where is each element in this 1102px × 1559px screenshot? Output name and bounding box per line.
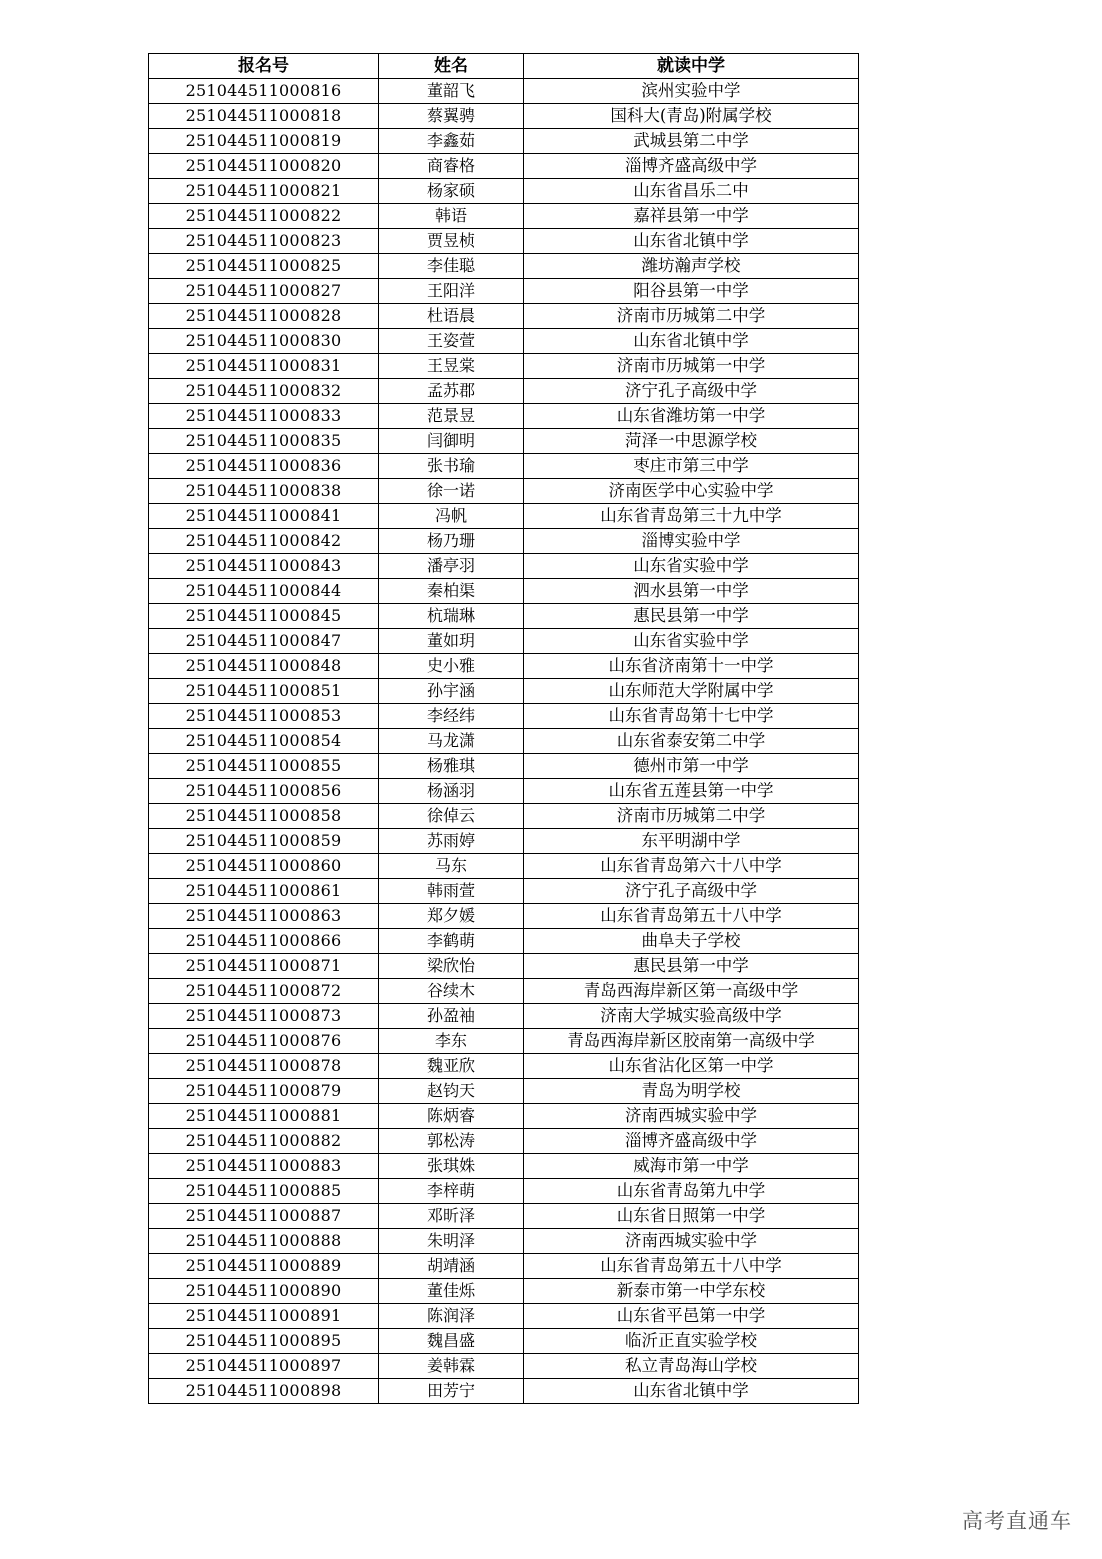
student-name-cell: 韩雨萱 [379, 879, 524, 904]
school-cell: 山东省青岛第五十八中学 [524, 1254, 859, 1279]
table-row [149, 404, 859, 429]
registration-number-cell: 251044511000863 [149, 904, 379, 929]
student-name-cell: 胡靖涵 [379, 1254, 524, 1279]
table-row [149, 204, 859, 229]
table-row [149, 1129, 859, 1154]
student-name-cell: 潘亭羽 [379, 554, 524, 579]
table-row [149, 379, 859, 404]
table-row [149, 1304, 859, 1329]
school-cell: 济南医学中心实验中学 [524, 479, 859, 504]
registration-number-cell: 251044511000898 [149, 1379, 379, 1404]
school-cell: 济南市历城第二中学 [524, 804, 859, 829]
table-row [149, 679, 859, 704]
registration-number-cell: 251044511000833 [149, 404, 379, 429]
school-cell: 菏泽一中思源学校 [524, 429, 859, 454]
school-cell: 山东省济南第十一中学 [524, 654, 859, 679]
student-name-cell: 秦柏渠 [379, 579, 524, 604]
registration-number-cell: 251044511000844 [149, 579, 379, 604]
table-row [149, 1179, 859, 1204]
registration-number-cell: 251044511000885 [149, 1179, 379, 1204]
registration-number-cell: 251044511000888 [149, 1229, 379, 1254]
table-row [149, 1254, 859, 1279]
school-cell: 山东省北镇中学 [524, 229, 859, 254]
table-row [149, 529, 859, 554]
school-cell: 德州市第一中学 [524, 754, 859, 779]
school-cell: 青岛为明学校 [524, 1079, 859, 1104]
admission-roster-table [148, 53, 859, 1404]
table-row [149, 504, 859, 529]
table-row [149, 1379, 859, 1404]
student-name-cell: 董如玥 [379, 629, 524, 654]
school-cell: 山东省沾化区第一中学 [524, 1054, 859, 1079]
table-row [149, 1279, 859, 1304]
student-name-cell: 李梓萌 [379, 1179, 524, 1204]
registration-number-cell: 251044511000879 [149, 1079, 379, 1104]
table-row [149, 254, 859, 279]
table-row [149, 554, 859, 579]
registration-number-cell: 251044511000895 [149, 1329, 379, 1354]
table-row [149, 1004, 859, 1029]
registration-number-cell: 251044511000861 [149, 879, 379, 904]
school-cell: 武城县第二中学 [524, 129, 859, 154]
student-name-cell: 魏昌盛 [379, 1329, 524, 1354]
school-cell: 淄博齐盛高级中学 [524, 154, 859, 179]
table-row [149, 1204, 859, 1229]
registration-number-cell: 251044511000853 [149, 704, 379, 729]
table-row [149, 454, 859, 479]
student-name-cell: 李东 [379, 1029, 524, 1054]
school-cell: 山东省五莲县第一中学 [524, 779, 859, 804]
registration-number-cell: 251044511000816 [149, 79, 379, 104]
table-row [149, 179, 859, 204]
registration-number-cell: 251044511000856 [149, 779, 379, 804]
registration-number-cell: 251044511000843 [149, 554, 379, 579]
table-row [149, 229, 859, 254]
table-row [149, 129, 859, 154]
student-name-cell: 董佳烁 [379, 1279, 524, 1304]
school-cell: 济宁孔子高级中学 [524, 379, 859, 404]
school-cell: 济南市历城第一中学 [524, 354, 859, 379]
table-row [149, 1154, 859, 1179]
registration-number-cell: 251044511000883 [149, 1154, 379, 1179]
school-cell: 济南西城实验中学 [524, 1104, 859, 1129]
school-cell: 私立青岛海山学校 [524, 1354, 859, 1379]
school-cell: 临沂正直实验学校 [524, 1329, 859, 1354]
school-cell: 山东师范大学附属中学 [524, 679, 859, 704]
registration-number-cell: 251044511000827 [149, 279, 379, 304]
student-name-cell: 杨家硕 [379, 179, 524, 204]
student-name-cell: 王昱棠 [379, 354, 524, 379]
student-name-cell: 张书瑜 [379, 454, 524, 479]
registration-number-cell: 251044511000866 [149, 929, 379, 954]
school-cell: 淄博实验中学 [524, 529, 859, 554]
student-name-cell: 赵钧天 [379, 1079, 524, 1104]
student-name-cell: 孟苏郡 [379, 379, 524, 404]
table-row [149, 879, 859, 904]
student-name-cell: 马龙潇 [379, 729, 524, 754]
student-name-cell: 杨涵羽 [379, 779, 524, 804]
registration-number-cell: 251044511000838 [149, 479, 379, 504]
school-cell: 济南大学城实验高级中学 [524, 1004, 859, 1029]
school-cell: 泗水县第一中学 [524, 579, 859, 604]
registration-number-cell: 251044511000823 [149, 229, 379, 254]
registration-number-cell: 251044511000872 [149, 979, 379, 1004]
student-name-cell: 杭瑞琳 [379, 604, 524, 629]
table-row [149, 629, 859, 654]
table-row [149, 704, 859, 729]
student-name-cell: 李鑫茹 [379, 129, 524, 154]
header-student-name: 姓名 [379, 54, 524, 79]
table-row [149, 979, 859, 1004]
table-row [149, 279, 859, 304]
registration-number-cell: 251044511000825 [149, 254, 379, 279]
registration-number-cell: 251044511000851 [149, 679, 379, 704]
student-name-cell: 徐倬云 [379, 804, 524, 829]
registration-number-cell: 251044511000842 [149, 529, 379, 554]
student-name-cell: 谷续木 [379, 979, 524, 1004]
registration-number-cell: 251044511000878 [149, 1054, 379, 1079]
registration-number-cell: 251044511000819 [149, 129, 379, 154]
school-cell: 阳谷县第一中学 [524, 279, 859, 304]
student-name-cell: 徐一诺 [379, 479, 524, 504]
school-cell: 山东省青岛第六十八中学 [524, 854, 859, 879]
registration-number-cell: 251044511000821 [149, 179, 379, 204]
registration-number-cell: 251044511000822 [149, 204, 379, 229]
school-cell: 淄博齐盛高级中学 [524, 1129, 859, 1154]
student-name-cell: 张琪姝 [379, 1154, 524, 1179]
student-name-cell: 孙宇涵 [379, 679, 524, 704]
school-cell: 山东省青岛第三十九中学 [524, 504, 859, 529]
table-row [149, 1104, 859, 1129]
header-registration-number: 报名号 [149, 54, 379, 79]
registration-number-cell: 251044511000847 [149, 629, 379, 654]
header-school: 就读中学 [524, 54, 859, 79]
table-row [149, 304, 859, 329]
registration-number-cell: 251044511000848 [149, 654, 379, 679]
student-name-cell: 商睿格 [379, 154, 524, 179]
student-name-cell: 李佳聪 [379, 254, 524, 279]
registration-number-cell: 251044511000845 [149, 604, 379, 629]
table-body [149, 79, 859, 1404]
student-name-cell: 苏雨婷 [379, 829, 524, 854]
school-cell: 国科大(青岛)附属学校 [524, 104, 859, 129]
table-row [149, 479, 859, 504]
school-cell: 济宁孔子高级中学 [524, 879, 859, 904]
school-cell: 山东省潍坊第一中学 [524, 404, 859, 429]
watermark-text: 高考直通车 [962, 1509, 1072, 1533]
table-row [149, 829, 859, 854]
school-cell: 滨州实验中学 [524, 79, 859, 104]
table-row [149, 729, 859, 754]
registration-number-cell: 251044511000854 [149, 729, 379, 754]
table-header [149, 54, 859, 79]
school-cell: 山东省昌乐二中 [524, 179, 859, 204]
registration-number-cell: 251044511000859 [149, 829, 379, 854]
table-row [149, 579, 859, 604]
table-row [149, 1054, 859, 1079]
registration-number-cell: 251044511000855 [149, 754, 379, 779]
table-row [149, 104, 859, 129]
student-name-cell: 朱明泽 [379, 1229, 524, 1254]
student-name-cell: 董韶飞 [379, 79, 524, 104]
table-row [149, 1329, 859, 1354]
school-cell: 山东省实验中学 [524, 629, 859, 654]
student-name-cell: 李经纬 [379, 704, 524, 729]
student-name-cell: 王阳洋 [379, 279, 524, 304]
table-row [149, 1229, 859, 1254]
table-row [149, 854, 859, 879]
school-cell: 山东省平邑第一中学 [524, 1304, 859, 1329]
table-row [149, 154, 859, 179]
registration-number-cell: 251044511000881 [149, 1104, 379, 1129]
school-cell: 枣庄市第三中学 [524, 454, 859, 479]
student-name-cell: 马东 [379, 854, 524, 879]
student-name-cell: 孙盈袖 [379, 1004, 524, 1029]
registration-number-cell: 251044511000836 [149, 454, 379, 479]
table-row [149, 954, 859, 979]
student-name-cell: 史小雅 [379, 654, 524, 679]
school-cell: 山东省青岛第九中学 [524, 1179, 859, 1204]
registration-number-cell: 251044511000882 [149, 1129, 379, 1154]
school-cell: 潍坊瀚声学校 [524, 254, 859, 279]
student-name-cell: 杜语晨 [379, 304, 524, 329]
table-row [149, 604, 859, 629]
student-name-cell: 邓昕泽 [379, 1204, 524, 1229]
student-name-cell: 郭松涛 [379, 1129, 524, 1154]
student-name-cell: 杨乃珊 [379, 529, 524, 554]
table-row [149, 1079, 859, 1104]
registration-number-cell: 251044511000828 [149, 304, 379, 329]
registration-number-cell: 251044511000897 [149, 1354, 379, 1379]
student-name-cell: 韩语 [379, 204, 524, 229]
student-name-cell: 姜韩霖 [379, 1354, 524, 1379]
registration-number-cell: 251044511000830 [149, 329, 379, 354]
table-row [149, 654, 859, 679]
school-cell: 新泰市第一中学东校 [524, 1279, 859, 1304]
registration-number-cell: 251044511000871 [149, 954, 379, 979]
school-cell: 青岛西海岸新区胶南第一高级中学 [524, 1029, 859, 1054]
school-cell: 东平明湖中学 [524, 829, 859, 854]
school-cell: 威海市第一中学 [524, 1154, 859, 1179]
school-cell: 山东省北镇中学 [524, 1379, 859, 1404]
student-name-cell: 李鹤萌 [379, 929, 524, 954]
student-name-cell: 蔡翼骋 [379, 104, 524, 129]
table-row [149, 779, 859, 804]
school-cell: 山东省北镇中学 [524, 329, 859, 354]
table-row [149, 804, 859, 829]
student-name-cell: 冯帆 [379, 504, 524, 529]
header-row [149, 54, 859, 79]
school-cell: 惠民县第一中学 [524, 954, 859, 979]
registration-number-cell: 251044511000860 [149, 854, 379, 879]
registration-number-cell: 251044511000890 [149, 1279, 379, 1304]
school-cell: 山东省日照第一中学 [524, 1204, 859, 1229]
student-name-cell: 王姿萱 [379, 329, 524, 354]
registration-number-cell: 251044511000831 [149, 354, 379, 379]
table-row [149, 1354, 859, 1379]
student-name-cell: 郑夕媛 [379, 904, 524, 929]
student-name-cell: 杨雅琪 [379, 754, 524, 779]
school-cell: 济南市历城第二中学 [524, 304, 859, 329]
table-row [149, 1029, 859, 1054]
school-cell: 济南西城实验中学 [524, 1229, 859, 1254]
registration-number-cell: 251044511000841 [149, 504, 379, 529]
registration-number-cell: 251044511000887 [149, 1204, 379, 1229]
table-row [149, 354, 859, 379]
school-cell: 山东省实验中学 [524, 554, 859, 579]
student-name-cell: 陈炳睿 [379, 1104, 524, 1129]
school-cell: 山东省泰安第二中学 [524, 729, 859, 754]
student-name-cell: 闫御明 [379, 429, 524, 454]
student-name-cell: 范景昱 [379, 404, 524, 429]
table-row [149, 754, 859, 779]
registration-number-cell: 251044511000820 [149, 154, 379, 179]
student-name-cell: 陈润泽 [379, 1304, 524, 1329]
registration-number-cell: 251044511000835 [149, 429, 379, 454]
registration-number-cell: 251044511000891 [149, 1304, 379, 1329]
table-row [149, 429, 859, 454]
student-name-cell: 梁欣怡 [379, 954, 524, 979]
school-cell: 山东省青岛第五十八中学 [524, 904, 859, 929]
registration-number-cell: 251044511000858 [149, 804, 379, 829]
table-row [149, 79, 859, 104]
school-cell: 曲阜夫子学校 [524, 929, 859, 954]
school-cell: 惠民县第一中学 [524, 604, 859, 629]
school-cell: 山东省青岛第十七中学 [524, 704, 859, 729]
registration-number-cell: 251044511000873 [149, 1004, 379, 1029]
registration-number-cell: 251044511000818 [149, 104, 379, 129]
student-name-cell: 魏亚欣 [379, 1054, 524, 1079]
school-cell: 青岛西海岸新区第一高级中学 [524, 979, 859, 1004]
school-cell: 嘉祥县第一中学 [524, 204, 859, 229]
student-name-cell: 贾昱桢 [379, 229, 524, 254]
registration-number-cell: 251044511000889 [149, 1254, 379, 1279]
registration-number-cell: 251044511000876 [149, 1029, 379, 1054]
table-row [149, 904, 859, 929]
student-name-cell: 田芳宁 [379, 1379, 524, 1404]
table-row [149, 929, 859, 954]
registration-number-cell: 251044511000832 [149, 379, 379, 404]
table-row [149, 329, 859, 354]
